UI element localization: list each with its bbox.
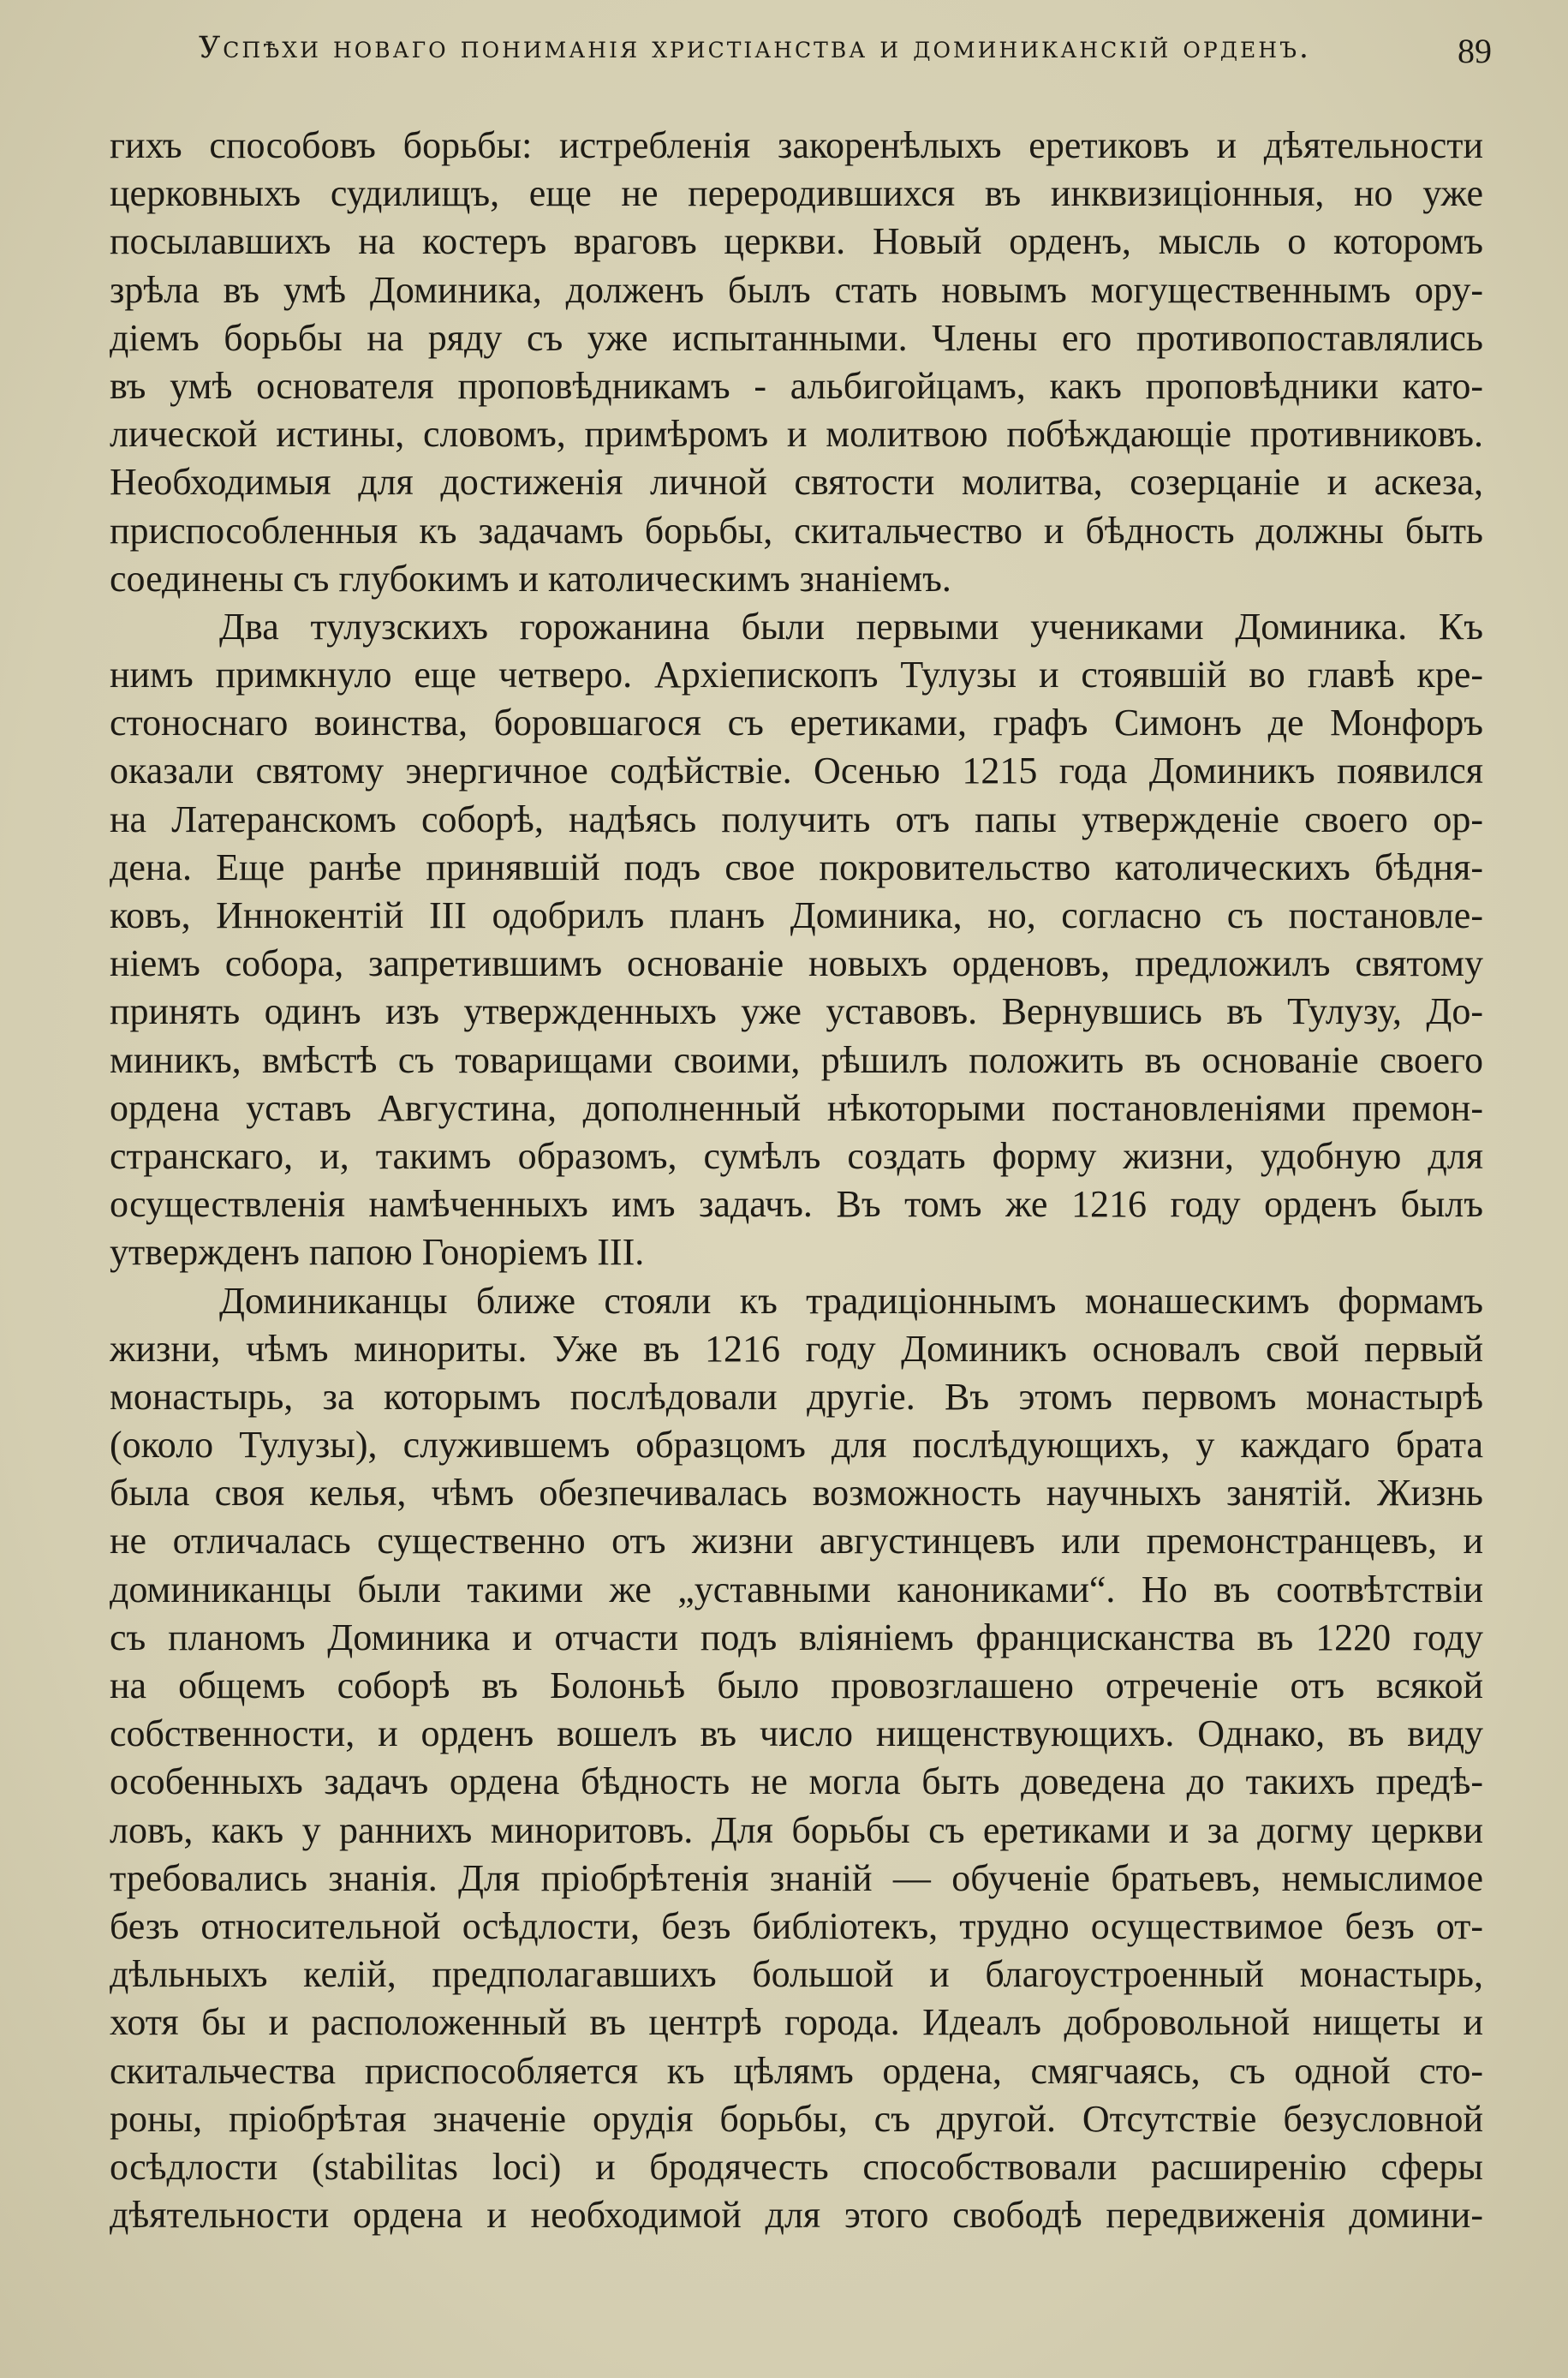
- text-line: гихъ способовъ борьбы: истребленія закоренѣлыхъ еретиковъ и дѣятельности: [110, 124, 1483, 166]
- text-line: особенныхъ задачъ ордена бѣдность не могла быть доведена до такихъ предѣ-: [110, 1760, 1483, 1803]
- text-line: стоноснаго воинства, боровшагося съ еретиками, графъ Симонъ де Монфоръ: [110, 702, 1483, 744]
- text-line: скитальчества приспособляется къ цѣлямъ ордена, смягчаясь, съ одной сто-: [110, 2049, 1483, 2092]
- text-line: странскаго, и, такимъ образомъ, сумѣлъ создать форму жизни, удобную для: [110, 1134, 1483, 1177]
- text-line: зрѣла въ умѣ Доминика, долженъ былъ стать новымъ могущественнымъ ору-: [110, 268, 1483, 311]
- text-line: лической истины, словомъ, примѣромъ и молитвою побѣждающіе противниковъ.: [110, 413, 1483, 456]
- text-line: на Латеранскомъ соборѣ, надѣясь получить отъ папы утвержденіе своего ор-: [110, 798, 1483, 840]
- text-line: съ планомъ Доминика и отчасти подъ вліяніемъ францисканства въ 1220 году: [110, 1616, 1483, 1658]
- text-line: оказали святому энергичное содѣйствіе. Осенью 1215 года Доминикъ появился: [110, 750, 1483, 792]
- text-line: въ умѣ основателя проповѣдникамъ - альбигойцамъ, какъ проповѣдники като-: [110, 364, 1483, 407]
- page-number: 89: [1458, 32, 1492, 70]
- text-line: приспособленныя къ задачамъ борьбы, скитальчество и бѣдность должны быть: [110, 509, 1483, 552]
- body-text: [110, 122, 1483, 2239]
- text-line: безъ относительной осѣдлости, безъ библіотекъ, трудно осуществимое безъ от-: [110, 1904, 1483, 1947]
- text-line: утвержденъ папою Гоноріемъ III.: [110, 1231, 645, 1274]
- text-line: ковъ, Иннокентій III одобрилъ планъ Доминика, но, согласно съ постановле-: [110, 894, 1483, 936]
- text-line: осѣдлости (stabilitas loci) и бродячесть способствовали расширенію сферы: [110, 2145, 1483, 2188]
- text-line: собственности, и орденъ вошелъ въ число нищенствующихъ. Однако, въ виду: [110, 1712, 1483, 1755]
- text-line: принять одинъ изъ утвержденныхъ уже уставовъ. Вернувшись въ Тулузу, До-: [110, 990, 1483, 1033]
- text-line: жизни, чѣмъ минориты. Уже въ 1216 году Доминикъ основалъ свой первый: [110, 1327, 1483, 1370]
- text-line: (около Тулузы), служившемъ образцомъ для послѣдующихъ, у каждаго брата: [110, 1424, 1483, 1467]
- paragraph-1: [110, 122, 1483, 603]
- paragraph-2: [110, 603, 1483, 1277]
- text-line: требовались знанія. Для пріобрѣтенія знаній — обученіе братьевъ, немыслимое: [110, 1856, 1483, 1899]
- text-line: монастырь, за которымъ послѣдовали другіе. Въ этомъ первомъ монастырѣ: [110, 1375, 1483, 1418]
- text-line: дѣятельности ордена и необходимой для этого свободѣ передвиженія домини-: [110, 2194, 1483, 2237]
- text-line: дена. Еще ранѣе принявшій подъ свое покровительство католическихъ бѣдня-: [110, 845, 1483, 888]
- text-line: роны, пріобрѣтая значеніе орудія борьбы, съ другой. Отсутствіе безусловной: [110, 2097, 1483, 2140]
- text-line: была своя келья, чѣмъ обезпечивалась возможность научныхъ занятій. Жизнь: [110, 1472, 1483, 1515]
- text-line: Доминиканцы ближе стояли къ традиціоннымъ монашескимъ формамъ: [219, 1279, 1483, 1322]
- page-header: [199, 31, 1492, 108]
- running-title: Успѣхи новаго пониманія христіанства и доминиканскій орденъ.: [199, 31, 1312, 65]
- text-line: Два тулузскихъ горожанина были первыми учениками Доминика. Къ: [219, 605, 1483, 648]
- paragraph-3: [110, 1277, 1483, 2240]
- text-line: на общемъ соборѣ въ Болоньѣ было провозглашено отреченіе отъ всякой: [110, 1664, 1483, 1706]
- text-line: ніемъ собора, запретившимъ основаніе новыхъ орденовъ, предложилъ святому: [110, 942, 1483, 985]
- text-line: осуществленія намѣченныхъ имъ задачъ. Въ томъ же 1216 году орденъ былъ: [110, 1183, 1483, 1226]
- text-line: доминиканцы были такими же „уставными канониками“. Но въ соотвѣтствіи: [110, 1568, 1483, 1610]
- text-line: ордена уставъ Августина, дополненный нѣкоторыми постановленіями премон-: [110, 1086, 1483, 1129]
- text-line: Необходимыя для достиженія личной святости молитва, созерцаніе и аскеза,: [110, 461, 1483, 504]
- text-line: посылавшихъ на костеръ враговъ церкви. Новый орденъ, мысль о которомъ: [110, 220, 1483, 263]
- text-line: церковныхъ судилищъ, еще не переродившихся въ инквизиціонныя, но уже: [110, 172, 1483, 215]
- text-line: хотя бы и расположенный въ центрѣ города. Идеалъ добровольной нищеты и: [110, 2001, 1483, 2044]
- text-line: миникъ, вмѣстѣ съ товарищами своими, рѣшилъ положить въ основаніе своего: [110, 1038, 1483, 1081]
- text-line: ловъ, какъ у раннихъ миноритовъ. Для борьбы съ еретиками и за догму церкви: [110, 1808, 1483, 1851]
- text-line: соединены съ глубокимъ и католическимъ знаніемъ.: [110, 557, 951, 600]
- text-line: дѣльныхъ келій, предполагавшихъ большой и благоустроенный монастырь,: [110, 1953, 1483, 1996]
- text-line: нимъ примкнуло еще четверо. Архіепископъ Тулузы и стоявшій во главѣ кре-: [110, 654, 1483, 696]
- text-line: не отличалась существенно отъ жизни августинцевъ или премонстранцевъ, и: [110, 1520, 1483, 1562]
- text-line: діемъ борьбы на ряду съ уже испытанными. Члены его противопоставлялись: [110, 316, 1483, 359]
